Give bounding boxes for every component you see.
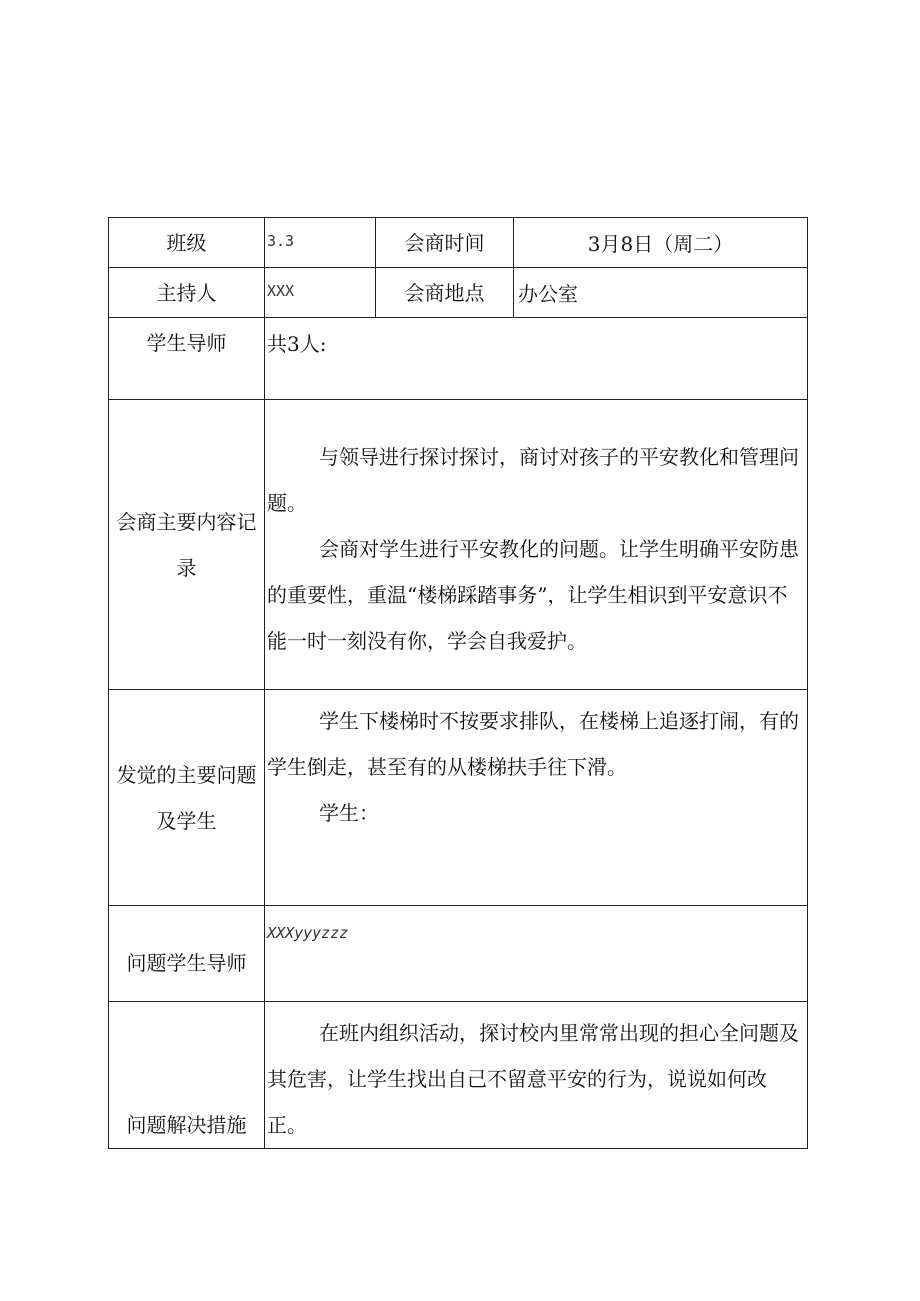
mentor-label: 学生导师 [109,318,265,400]
row-content [109,400,808,690]
problem-mentor-label: 问题学生导师 [109,906,265,1002]
content-paragraph-2: 会商对学生进行平安教化的问题。让学生明确平安防患的重要性，重温“楼梯踩踏事务”，让学生相识到平安意识不能一时一刻没有你，学会自我爱护。 [267,536,799,653]
row-measures [109,1002,808,1149]
row-host [109,268,808,318]
time-label: 会商时间 [376,218,514,268]
issues-paragraph-1: 学生下楼梯时不按要求排队，在楼梯上追逐打闹，有的学生倒走，甚至有的从楼梯扶手往下滑。 [267,709,799,779]
place-value: 办公室 [514,268,808,318]
row-problem-mentor [109,906,808,1002]
mentor-value: 共3人: [265,318,808,400]
host-value: XXX [265,268,376,318]
place-label: 会商地点 [376,268,514,318]
issues-cell [265,690,808,906]
class-value: 3.3 [265,218,376,268]
meeting-record-table [108,217,808,1149]
measures-label: 问题解决措施 [109,1002,265,1149]
content-cell [265,400,808,690]
host-label: 主持人 [109,268,265,318]
row-class [109,218,808,268]
row-mentor [109,318,808,400]
problem-mentor-value: XXXyyyzzz [265,906,808,1002]
row-issues [109,690,808,906]
measures-paragraph-1: 在班内组织活动，探讨校内里常常出现的担心全问题及其危害，让学生找出自己不留意平安的行为，说说如何改正。 [267,1021,799,1137]
content-label: 会商主要内容记录 [109,400,265,690]
time-value: 3月8日（周二） [514,218,808,268]
measures-cell [265,1002,808,1149]
issues-label: 发觉的主要问题及学生 [109,690,265,906]
issues-paragraph-2: 学生： [319,801,379,825]
content-paragraph-1: 与领导进行探讨探讨，商讨对孩子的平安教化和管理问题。 [267,444,799,515]
class-label: 班级 [109,218,265,268]
